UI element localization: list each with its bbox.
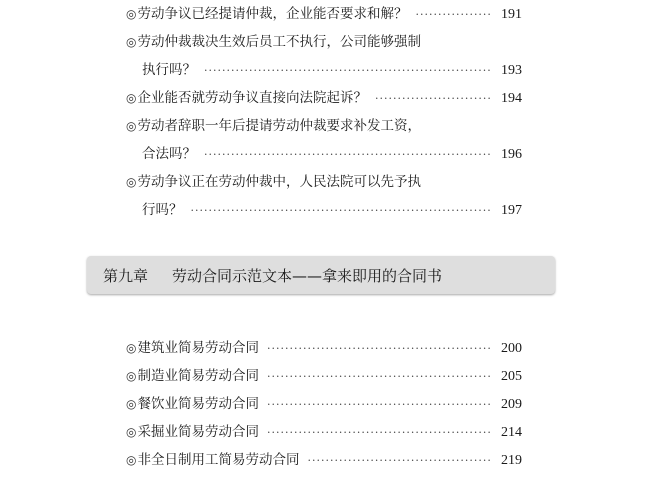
dot-leader <box>267 419 492 447</box>
toc-section-top <box>126 0 522 224</box>
chapter-number: 第九章 <box>103 266 149 285</box>
toc-entry[interactable] <box>126 418 522 446</box>
dot-leader <box>267 363 492 391</box>
toc-page-number: 200 <box>501 341 522 356</box>
bullet-icon: ◎ <box>126 35 137 49</box>
bullet-icon: ◎ <box>126 369 137 383</box>
toc-entry[interactable] <box>126 112 522 168</box>
toc-entry[interactable] <box>126 362 522 390</box>
toc-entry[interactable] <box>126 84 522 112</box>
toc-page-number: 194 <box>501 91 522 106</box>
dot-leader <box>375 85 492 113</box>
toc-entry-title: 企业能否就劳动争议直接向法院起诉？ <box>137 90 367 106</box>
dot-leader <box>307 447 492 475</box>
toc-entry-title: 餐饮业简易劳动合同 <box>137 396 259 412</box>
toc-page-number: 196 <box>501 147 522 162</box>
toc-page-number: 209 <box>501 397 522 412</box>
toc-entry-title-continuation: 行吗？ <box>142 202 183 218</box>
bullet-icon: ◎ <box>126 119 137 133</box>
dot-leader <box>191 197 493 225</box>
dot-leader <box>415 1 492 29</box>
toc-entry[interactable] <box>126 446 522 474</box>
toc-page-number: 193 <box>501 63 522 78</box>
toc-section-bottom <box>126 334 522 474</box>
dot-leader <box>267 391 492 419</box>
toc-entry-title: 劳动仲裁裁决生效后员工不执行，公司能够强制 <box>137 34 421 50</box>
toc-entry-title: 采掘业简易劳动合同 <box>137 424 259 440</box>
toc-entry-title: 非全日制用工简易劳动合同 <box>137 452 300 468</box>
bullet-icon: ◎ <box>126 7 137 21</box>
toc-page-number: 214 <box>501 425 522 440</box>
toc-entry[interactable] <box>126 334 522 362</box>
dot-leader <box>267 335 492 363</box>
toc-entry-title-continuation: 执行吗？ <box>142 62 196 78</box>
bullet-icon: ◎ <box>126 341 137 355</box>
bullet-icon: ◎ <box>126 91 137 105</box>
toc-entry-title: 劳动争议已经提请仲裁，企业能否要求和解？ <box>137 6 408 22</box>
toc-entry[interactable] <box>126 0 522 28</box>
toc-page-number: 219 <box>501 453 522 468</box>
toc-entry-title: 制造业简易劳动合同 <box>137 368 259 384</box>
toc-entry[interactable] <box>126 28 522 84</box>
toc-page-number: 191 <box>501 7 522 22</box>
toc-entry-title: 劳动争议正在劳动仲裁中，人民法院可以先予执 <box>137 174 421 190</box>
toc-page-number: 197 <box>501 203 522 218</box>
bullet-icon: ◎ <box>126 453 137 467</box>
dot-leader <box>204 57 492 85</box>
toc-entry-title: 建筑业简易劳动合同 <box>137 340 259 356</box>
chapter-title: 劳动合同示范文本——拿来即用的合同书 <box>172 266 443 285</box>
toc-page-number: 205 <box>501 369 522 384</box>
toc-entry[interactable] <box>126 168 522 224</box>
bullet-icon: ◎ <box>126 175 137 189</box>
toc-entry[interactable] <box>126 390 522 418</box>
toc-entry-title-continuation: 合法吗？ <box>142 146 196 162</box>
chapter-heading-bar[interactable] <box>87 256 555 294</box>
bullet-icon: ◎ <box>126 397 137 411</box>
dot-leader <box>204 141 492 169</box>
bullet-icon: ◎ <box>126 425 137 439</box>
toc-entry-title: 劳动者辞职一年后提请劳动仲裁要求补发工资， <box>137 118 421 134</box>
